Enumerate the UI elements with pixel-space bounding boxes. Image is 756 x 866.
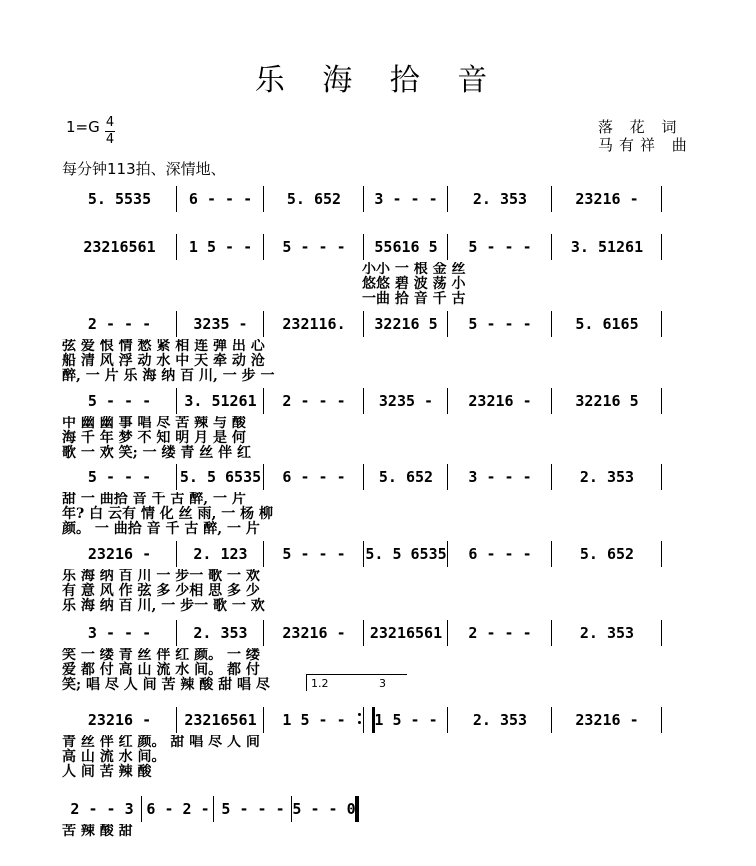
lyrics-block (62, 492, 688, 537)
lyric-line: 一曲 拾 音 千 古 (362, 291, 466, 307)
lyrics-block (62, 416, 688, 461)
lyric-line: 船 清 风 浮 动 水 中 天 牵 动 沧 (62, 353, 265, 369)
notation-row (62, 543, 688, 565)
lyric-line: 颜。 一 曲拾 音 千 古 醉, 一 片 (62, 521, 260, 537)
lyric-line: 青 丝 伴 红 颜。 甜 唱 尽 人 间 (62, 735, 260, 750)
notation-row (62, 188, 688, 210)
measure: 23216 - (468, 392, 532, 410)
lyrics-block (62, 262, 688, 307)
measure: 232116. (282, 315, 346, 333)
lyric-line: 笑; 唱 尽 人 间 苦 辣 酸 甜 唱 尽 (62, 677, 270, 693)
measure: 6 - - - (188, 190, 253, 208)
measure: 2 - - - (282, 392, 346, 410)
lyric-line: 有 意 风 作 弦 多 少相 思 多 少 (62, 583, 260, 599)
measure: 5. 6165 (575, 315, 639, 333)
notation-row (62, 390, 688, 412)
measure: 2 - - 3 (70, 800, 134, 818)
measure: 6 - - - (468, 545, 532, 563)
lyric-line: 苦 辣 酸 甜 (62, 824, 133, 839)
notation-row (62, 236, 688, 258)
lyric-line: 歌 一 欢 笑; 一 缕 青 丝 伴 红 (62, 445, 252, 461)
lyric-line: 中 幽 幽 事 唱 尽 苦 辣 与 酸 (62, 416, 246, 431)
measure: 3235 - (193, 315, 248, 333)
lyrics-block (62, 735, 688, 780)
composer-credit: 马有祥 曲 (598, 136, 693, 154)
measure: 2 - - - (468, 624, 532, 642)
lyric-line: 人 间 苦 辣 酸 (62, 764, 152, 780)
measure: 23216 - (575, 190, 639, 208)
barline (661, 620, 662, 646)
measure: 5 - - - (87, 468, 152, 486)
notation-row (62, 798, 688, 820)
barline (661, 234, 662, 260)
measure: 5 - - - (87, 392, 152, 410)
lyric-line: 年? 白 云有 情 化 丝 雨, 一 杨 柳 (62, 506, 273, 522)
measure: 3. 51261 (570, 238, 644, 256)
lyricist-credit: 落 花 词 (598, 118, 683, 136)
measure: 5 - - - (221, 800, 285, 818)
measure: 3235 - (378, 392, 434, 410)
lyric-line: 醉, 一 片 乐 海 纳 百 川, 一 步 一 (62, 368, 275, 384)
measure: 2. 353 (472, 711, 528, 729)
barline (661, 707, 662, 733)
measure: 5. 5 6535 (179, 468, 262, 486)
lyrics-block (62, 824, 688, 839)
lyric-line: 小小 一 根 金 丝 (362, 262, 466, 277)
lyric-line: 甜 一 曲拾 音 千 古 醉, 一 片 (62, 492, 246, 507)
measure: 1 5 - - (282, 711, 346, 729)
measure: 1 5 - - (188, 238, 253, 256)
measure: 6 - - - (282, 468, 346, 486)
measure: 5 - - - (282, 545, 346, 563)
song-title: 乐 海 拾 音 (254, 63, 502, 98)
measure: 32216 5 (374, 315, 438, 333)
notation-row (62, 622, 688, 644)
volta-bracket (306, 674, 407, 691)
measure: 3 - - - (468, 468, 532, 486)
measure: 3. 51261 (184, 392, 257, 410)
measure: 5. 652 (579, 545, 635, 563)
measure: 23216561 (83, 238, 156, 256)
measure: 3 - - - (87, 624, 152, 642)
final-barline (355, 796, 359, 822)
lyric-line: 海 千 年 梦 不 知 明 月 是 何 (62, 430, 246, 446)
measure: 2. 353 (579, 468, 635, 486)
lyric-line: 弦 爱 恨 情 愁 紧 相 连 弹 出 心 (62, 339, 265, 354)
time-signature-top: 4 (105, 115, 115, 130)
measure: 5 - - - (282, 238, 346, 256)
lyric-line: 乐 海 纳 百 川, 一 步一 歌 一 欢 (62, 598, 265, 614)
lyric-line: 乐 海 纳 百 川 一 步一 歌 一 欢 (62, 569, 260, 584)
measure: 5. 652 (378, 468, 434, 486)
notation-row (62, 313, 688, 335)
measure: 5. 5535 (87, 190, 152, 208)
measure: 23216 - (282, 624, 346, 642)
measure: 55616 5 (374, 238, 438, 256)
volta-label-second: 3 (379, 677, 386, 690)
time-signature (105, 115, 115, 148)
measure: 6 - 2 - (146, 800, 210, 818)
lyrics-block (62, 569, 688, 614)
measure: 5. 652 (286, 190, 342, 208)
measure: 3 - - - (374, 190, 438, 208)
volta-label-first: 1.2 (311, 677, 329, 690)
measure: 23216561 (184, 711, 257, 729)
notation-row (62, 466, 688, 488)
measure: 2 - - - (87, 315, 152, 333)
tempo-marking: 每分钟113拍、深情地、 (62, 160, 226, 178)
measure: 2. 353 (579, 624, 635, 642)
barline (661, 464, 662, 490)
barline (661, 541, 662, 567)
lyric-line: 悠悠 碧 波 荡 小 (362, 276, 466, 292)
measure: 23216 - (575, 711, 639, 729)
lyric-line: 笑 一 缕 青 丝 伴 红 颜。 一 缕 (62, 648, 260, 663)
measure: 2. 123 (193, 545, 248, 563)
time-signature-bottom: 4 (105, 132, 115, 147)
notation-row (62, 709, 688, 731)
measure: 23216561 (369, 624, 443, 642)
measure: 2. 353 (193, 624, 248, 642)
measure: 2. 353 (472, 190, 528, 208)
measure: 5 - - - (468, 238, 532, 256)
measure: 23216 - (87, 711, 152, 729)
measure: 1 5 - - (374, 711, 438, 729)
lyric-line: 高 山 流 水 间。 (62, 749, 166, 765)
measure: 5 - - - (468, 315, 532, 333)
barline (661, 186, 662, 212)
barline (661, 388, 662, 414)
measure: 32216 5 (575, 392, 639, 410)
key-signature: 1=G (66, 118, 100, 136)
measure: 23216 - (87, 545, 152, 563)
measure: 5. 5 6535 (365, 545, 447, 563)
lyrics-block (62, 339, 688, 384)
barline (661, 311, 662, 337)
measure: 5 - - 0 (292, 800, 356, 818)
lyric-line: 爱 都 付 高 山 流 水 间。 都 付 (62, 662, 260, 678)
